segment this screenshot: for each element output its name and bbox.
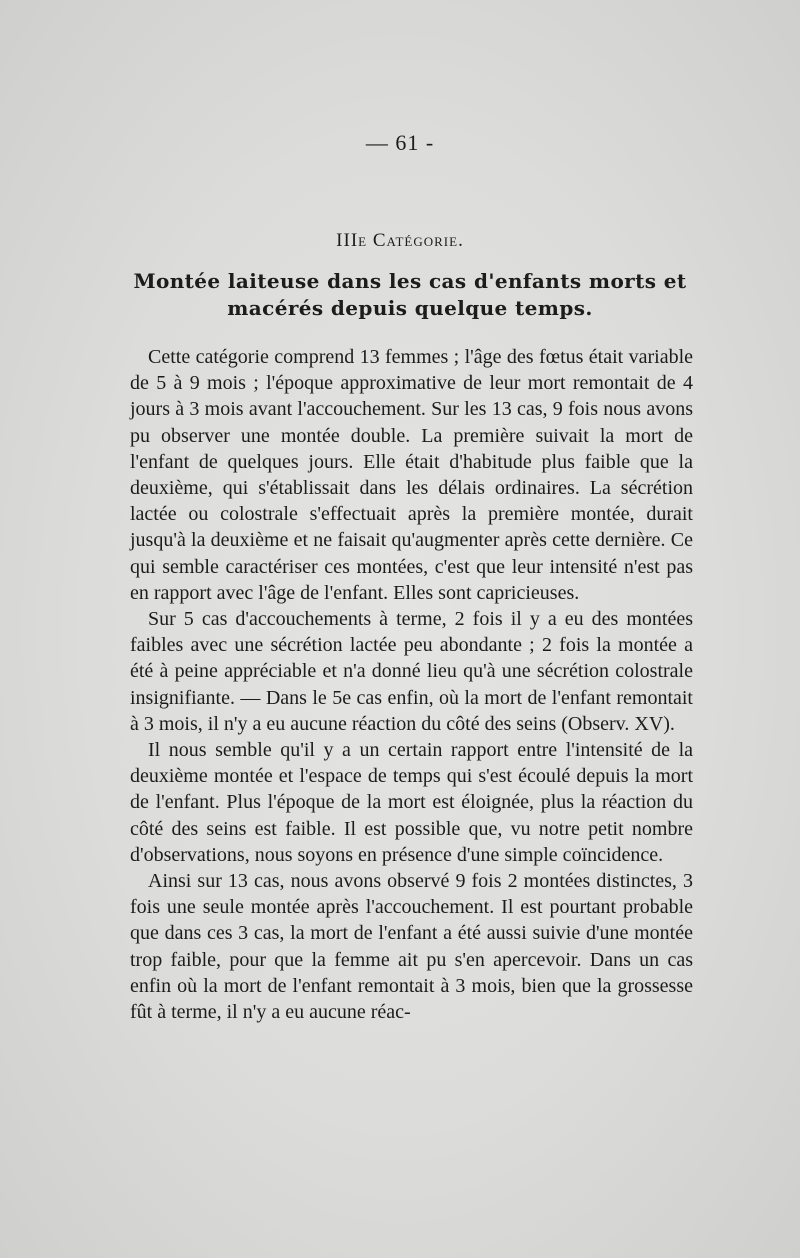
paragraph-2: Sur 5 cas d'accouchements à terme, 2 fois il y a eu des montées faibles avec une sécrétion lactée peu abondante ; 2 fois la montée a été à peine appréciable et n'a donné lieu qu'à une sécrétion colostrale insignifiante. — Dans le 5e cas enfin, où la mort de l'enfant remontait à 3 mois, il n'y a eu aucune réaction du côté des seins (Observ. XV). xyxy=(130,608,693,735)
body-text xyxy=(130,344,693,1025)
section-heading: Montée laiteuse dans les cas d'enfants morts et macérés depuis quelque temps. xyxy=(133,269,687,320)
paragraph-4: Ainsi sur 13 cas, nous avons observé 9 fois 2 montées distinctes, 3 fois une seule montée après l'accouchement. Il est pourtant probable que dans ces 3 cas, la mort de l'enfant a été aussi suivie d'une montée trop faible, pour que la femme ait pu s'en apercevoir. Dans un cas enfin où la mort de l'enfant remontait à 3 mois, bien que la grossesse fût à terme, il n'y a eu aucune réac- xyxy=(130,870,693,1024)
paragraph-3: Il nous semble qu'il y a un certain rapport entre l'intensité de la deuxième montée et l'espace de temps qui s'est écoulé depuis la mort de l'enfant. Plus l'époque de la mort est éloignée, plus la réaction du côté des seins est faible. Il est possible que, vu notre petit nombre d'observations, nous soyons en présence d'une simple coïncidence. xyxy=(130,739,693,866)
category-title: IIIe Catégorie. xyxy=(336,230,464,251)
page-number: — 61 - xyxy=(365,130,435,155)
paragraph-1: Cette catégorie comprend 13 femmes ; l'âge des fœtus était variable de 5 à 9 mois ; l'époque approximative de leur mort remontait de 4 jours à 3 mois avant l'accouchement. Sur les 13 cas, 9 fois nous avons pu observer une montée double. La première suivait la mort de l'enfant de quelques jours. Elle était d'habitude plus faible que la deuxième, qui s'établissait dans les délais ordinaires. La sécrétion lactée ou colostrale s'effectuait après la première montée, durait jusqu'à la deuxième et ne faisait qu'augmenter après cette dernière. Ce qui semble caractériser ces montées, c'est que leur intensité n'est pas en rapport avec l'âge de l'enfant. Elles sont capricieuses. xyxy=(130,346,693,604)
